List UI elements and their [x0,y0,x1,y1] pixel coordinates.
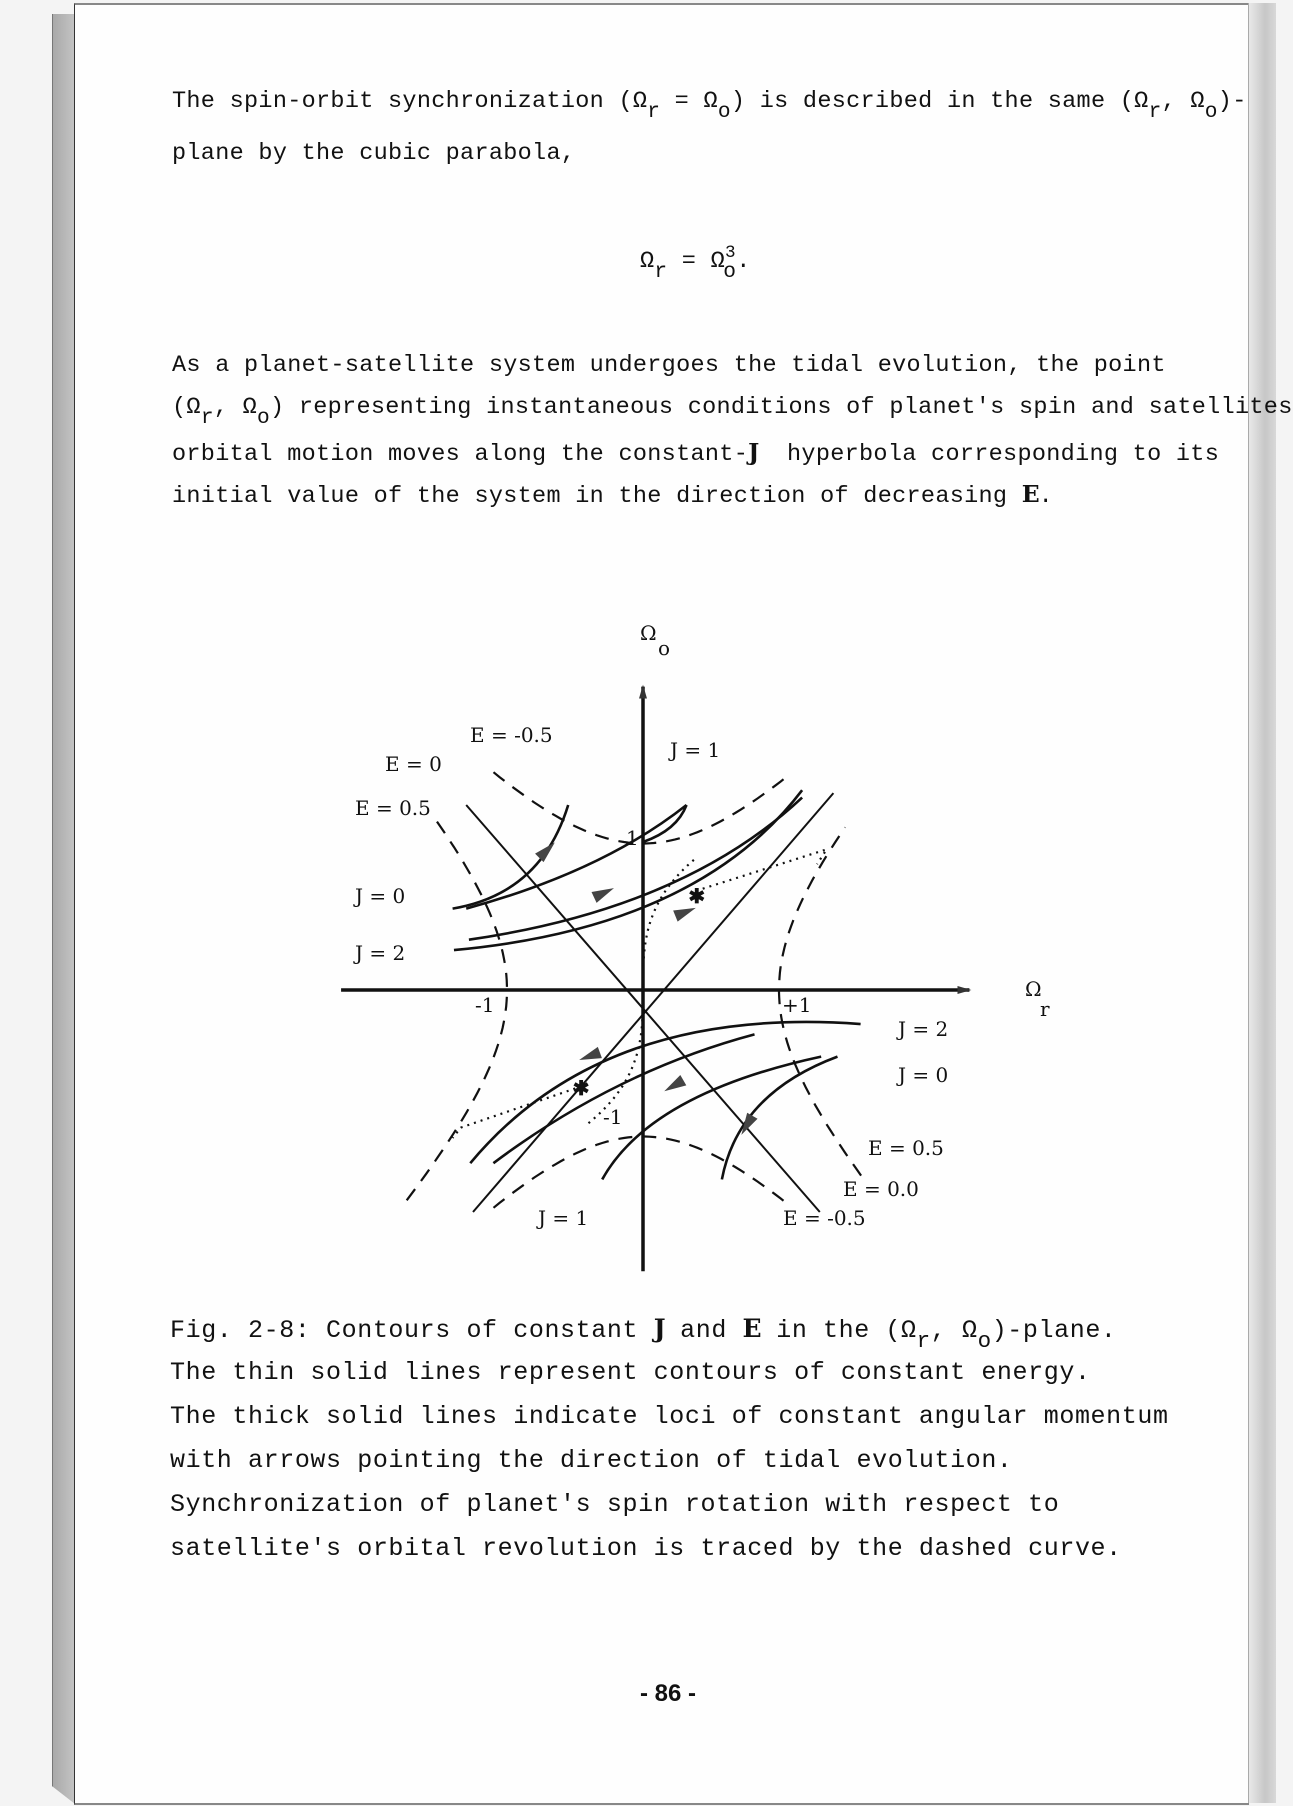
paragraph-2-line-3 [172,438,1219,468]
caption-line-3: The thick solid lines indicate loci of constant angular momentum [170,1402,1169,1431]
label-J-0-lower: J = 0 [898,1063,949,1087]
y-axis-label: Ω [640,621,657,645]
subscript: o [1204,99,1218,124]
omega-symbol: Ω [640,248,655,275]
subscript: o [257,405,271,430]
label-J-2-lower: J = 2 [898,1017,949,1041]
page-number: - 86 - [640,1680,697,1707]
subscript: r [654,259,668,284]
momentum-contour-J2-upper [454,790,802,950]
text: hyperbola corresponding to its [758,441,1220,468]
text: )- [1217,88,1247,115]
J-symbol: J [653,1314,665,1343]
asterisk-marker: ✱ [572,1076,590,1101]
text: = [660,88,704,115]
text: , [930,1316,962,1345]
omega-symbol: Ω [961,1316,978,1345]
label-J-2-upper: J = 2 [355,941,406,965]
omega-symbol: Ω [901,1316,917,1345]
tick-label-x-neg: -1 [475,993,495,1017]
caption-line-4: with arrows pointing the direction of tidal evolution. [170,1446,1013,1475]
label-J-0-upper: J = 0 [355,884,406,908]
omega-symbol: Ω [242,394,258,421]
omega-symbol: Ω [1134,88,1149,115]
sync-curve-lower [453,1086,582,1138]
evolution-arrow [592,883,617,903]
text: ) is described in the same ( [730,88,1135,115]
text: orbital motion moves along the constant- [172,441,749,468]
text: )-plane. [991,1316,1117,1345]
omega-symbol: Ω [186,394,201,421]
subscript: o [717,99,731,124]
label-J-1-lower: J = 1 [538,1206,589,1230]
label-E-minus-0.5-lower: E = -0.5 [783,1206,866,1230]
label-E-0: E = 0 [385,752,442,776]
contour-diagram [280,610,1050,1300]
evolution-arrow [535,838,559,862]
text: ) representing instantaneous conditions of planet's spin and satellites [270,394,1293,421]
caption-line-2: The thin solid lines represent contours of constant energy. [170,1358,1091,1387]
text: and [664,1316,743,1345]
paragraph-2-line-4 [172,480,1053,510]
subscript: r [916,1328,931,1355]
energy-contour-Em0.5-bottom [494,1137,787,1208]
text: initial value of the system in the direction of decreasing [172,483,1022,510]
subscript: r [1148,99,1162,124]
text: in the ( [760,1316,902,1345]
text: Fig. 2-8: Contours of constant [170,1316,654,1345]
subscript: r [647,99,661,124]
text: , [213,394,243,421]
label-J-1-top: J = 1 [670,738,721,762]
caption-line-5: Synchronization of planet's spin rotation with respect to [170,1490,1060,1519]
omega-symbol: Ω [703,88,718,115]
paragraph-2-line-1: As a planet-satellite system undergoes the tidal evolution, the point [172,352,1166,379]
evolution-arrow [661,1075,686,1096]
caption-line-1 [170,1314,1117,1355]
text: The spin-orbit synchronization ( [172,88,633,115]
paragraph-1-line-1 [172,88,1247,124]
tick-label-x-pos: +1 [782,993,812,1017]
label-E-0.0-lower: E = 0.0 [843,1177,919,1201]
E-symbol: E [742,1314,761,1343]
page-edge-right [1248,3,1276,1803]
text: = [667,248,711,275]
label-E-minus-0.5: E = -0.5 [470,723,553,747]
omega-symbol: Ω [632,88,648,115]
subscript: r [200,405,214,430]
omega-symbol: Ω [1190,88,1205,115]
paragraph-2-line-2 [172,394,1293,430]
label-E-0.5: E = 0.5 [355,796,431,820]
energy-contour-Em0.5-top [494,772,787,843]
book-spine [52,14,75,1804]
x-axis-label-sub: r [1040,997,1050,1021]
text: . [736,248,751,275]
x-axis-label: Ω [1025,977,1042,1001]
subscript: o [723,259,737,284]
momentum-contour-J2-lower [470,1022,860,1163]
tick-label-y-neg: -1 [603,1105,623,1129]
y-axis-label-sub: o [658,636,671,660]
text: , [1161,88,1191,115]
momentum-contour-J1-lower-b [602,1057,821,1180]
paragraph-1-line-2: plane by the cubic parabola, [172,140,576,167]
caption-line-6: satellite's orbital revolution is traced by the dashed curve. [170,1534,1122,1563]
asterisk-marker: ✱ [688,883,706,908]
text: . [1038,483,1054,510]
omega-symbol: Ω [710,248,726,275]
J-symbol: J [748,438,759,466]
label-E-0.5-lower: E = 0.5 [868,1136,944,1160]
tick-label-y-pos: 1 [626,826,639,850]
E-symbol: E [1021,480,1039,508]
momentum-contour-J1-upper [469,798,802,940]
text: ( [172,394,187,421]
equation [640,243,751,284]
subscript: o [977,1328,992,1355]
superscript: 3 [725,243,736,264]
